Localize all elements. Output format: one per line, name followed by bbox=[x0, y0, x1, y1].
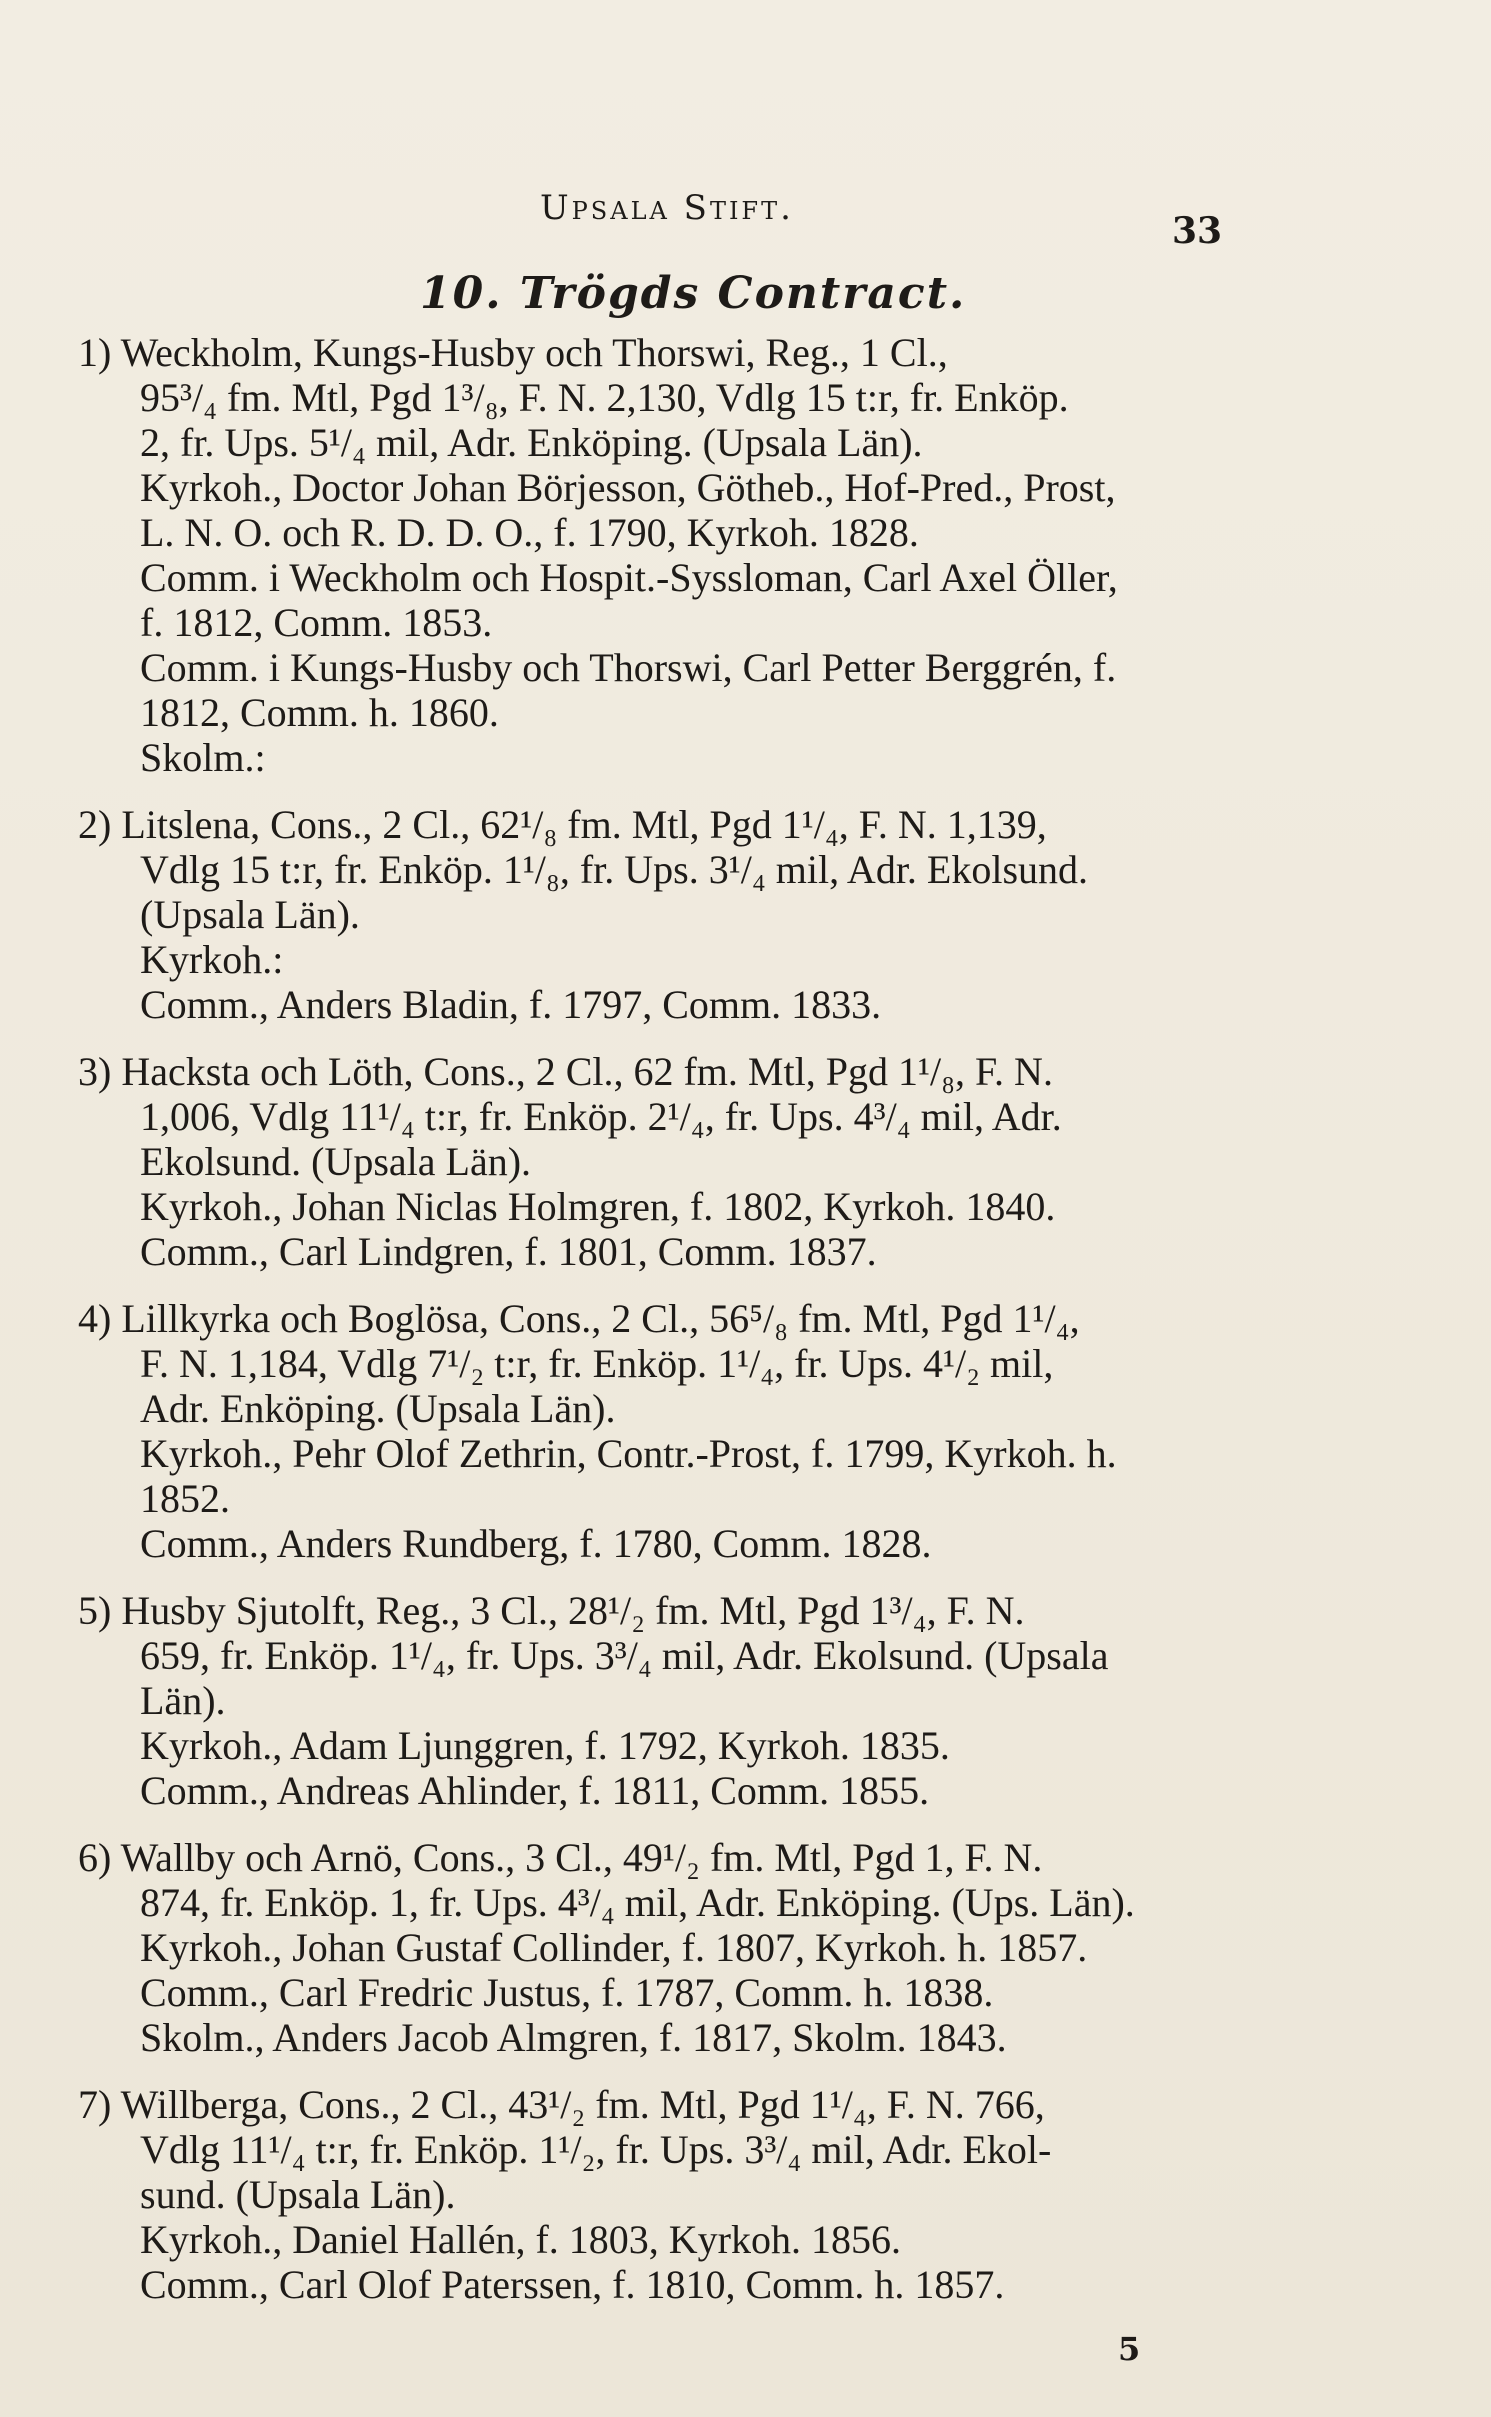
parish-entry bbox=[78, 1049, 1258, 1274]
section-title: 10. Trögds Contract. bbox=[420, 268, 967, 319]
parish-detail-line: Kyrkoh., Doctor Johan Börjesson, Götheb., Hof-Pred., Prost, bbox=[140, 465, 1116, 510]
parish-list bbox=[78, 330, 1258, 2329]
parish-entry bbox=[78, 330, 1258, 780]
parish-detail-line: Comm., Carl Lindgren, f. 1801, Comm. 1837. bbox=[140, 1229, 877, 1274]
parish-detail-line: Adr. Enköping. (Upsala Län). bbox=[140, 1386, 616, 1431]
parish-detail-line: Comm., Carl Olof Paterssen, f. 1810, Comm. h. 1857. bbox=[140, 2262, 1005, 2307]
parish-detail-line: Comm. i Kungs-Husby och Thorswi, Carl Petter Berggrén, f. bbox=[140, 645, 1117, 690]
parish-entry bbox=[78, 802, 1258, 1027]
parish-heading-line: 1) Weckholm, Kungs-Husby och Thorswi, Reg., 1 Cl., bbox=[78, 330, 948, 375]
parish-detail-line: Vdlg 15 t:r, fr. Enköp. 1¹/₈, fr. Ups. 3¹/₄ mil, Adr. Ekolsund. bbox=[140, 847, 1089, 892]
parish-detail-line: Comm., Anders Rundberg, f. 1780, Comm. 1828. bbox=[140, 1521, 932, 1566]
parish-detail-line: Skolm.: bbox=[140, 735, 266, 780]
parish-detail-line: sund. (Upsala Län). bbox=[140, 2172, 456, 2217]
parish-detail-line: 95³/₄ fm. Mtl, Pgd 1³/₈, F. N. 2,130, Vdlg 15 t:r, fr. Enköp. bbox=[140, 375, 1069, 420]
parish-entry bbox=[78, 1588, 1258, 1813]
parish-heading-line: 2) Litslena, Cons., 2 Cl., 62¹/₈ fm. Mtl, Pgd 1¹/₄, F. N. 1,139, bbox=[78, 802, 1047, 847]
parish-detail-line: Kyrkoh., Johan Niclas Holmgren, f. 1802, Kyrkoh. 1840. bbox=[140, 1184, 1056, 1229]
parish-heading-line: 6) Wallby och Arnö, Cons., 3 Cl., 49¹/₂ fm. Mtl, Pgd 1, F. N. bbox=[78, 1835, 1043, 1880]
parish-detail-line: 1,006, Vdlg 11¹/₄ t:r, fr. Enköp. 2¹/₄, fr. Ups. 4³/₄ mil, Adr. bbox=[140, 1094, 1062, 1139]
parish-detail-line: Comm., Anders Bladin, f. 1797, Comm. 1833. bbox=[140, 982, 882, 1027]
signature-mark: 5 bbox=[1118, 2330, 1141, 2368]
parish-detail-line: Kyrkoh., Adam Ljunggren, f. 1792, Kyrkoh. 1835. bbox=[140, 1723, 950, 1768]
parish-detail-line: f. 1812, Comm. 1853. bbox=[140, 600, 493, 645]
parish-detail-line: Kyrkoh.: bbox=[140, 937, 284, 982]
parish-detail-line: 1812, Comm. h. 1860. bbox=[140, 690, 499, 735]
parish-detail-line: Län). bbox=[140, 1678, 226, 1723]
parish-detail-line: 874, fr. Enköp. 1, fr. Ups. 4³/₄ mil, Adr. Enköping. (Ups. Län). bbox=[140, 1880, 1135, 1925]
parish-detail-line: L. N. O. och R. D. D. O., f. 1790, Kyrkoh. 1828. bbox=[140, 510, 919, 555]
parish-heading-line: 7) Willberga, Cons., 2 Cl., 43¹/₂ fm. Mtl, Pgd 1¹/₄, F. N. 766, bbox=[78, 2082, 1045, 2127]
parish-detail-line: 2, fr. Ups. 5¹/₄ mil, Adr. Enköping. (Upsala Län). bbox=[140, 420, 923, 465]
parish-detail-line: Kyrkoh., Pehr Olof Zethrin, Contr.-Prost, f. 1799, Kyrkoh. h. bbox=[140, 1431, 1117, 1476]
parish-detail-line: 1852. bbox=[140, 1476, 230, 1521]
parish-detail-line: Ekolsund. (Upsala Län). bbox=[140, 1139, 532, 1184]
parish-entry bbox=[78, 1835, 1258, 2060]
parish-detail-line: Kyrkoh., Daniel Hallén, f. 1803, Kyrkoh. 1856. bbox=[140, 2217, 901, 2262]
parish-detail-line: Skolm., Anders Jacob Almgren, f. 1817, Skolm. 1843. bbox=[140, 2015, 1007, 2060]
running-head: Upsala Stift. bbox=[540, 188, 794, 228]
parish-entry bbox=[78, 2082, 1258, 2307]
parish-detail-line: (Upsala Län). bbox=[140, 892, 360, 937]
parish-heading-line: 3) Hacksta och Löth, Cons., 2 Cl., 62 fm. Mtl, Pgd 1¹/₈, F. N. bbox=[78, 1049, 1053, 1094]
parish-detail-line: Kyrkoh., Johan Gustaf Collinder, f. 1807, Kyrkoh. h. 1857. bbox=[140, 1925, 1088, 1970]
parish-detail-line: Vdlg 11¹/₄ t:r, fr. Enköp. 1¹/₂, fr. Ups. 3³/₄ mil, Adr. Ekol- bbox=[140, 2127, 1052, 2172]
page-number: 33 bbox=[1172, 210, 1223, 252]
parish-detail-line: Comm., Andreas Ahlinder, f. 1811, Comm. 1855. bbox=[140, 1768, 930, 1813]
parish-detail-line: Comm., Carl Fredric Justus, f. 1787, Comm. h. 1838. bbox=[140, 1970, 994, 2015]
parish-heading-line: 5) Husby Sjutolft, Reg., 3 Cl., 28¹/₂ fm. Mtl, Pgd 1³/₄, F. N. bbox=[78, 1588, 1025, 1633]
parish-entry bbox=[78, 1296, 1258, 1566]
parish-heading-line: 4) Lillkyrka och Boglösa, Cons., 2 Cl., 56⁵/₈ fm. Mtl, Pgd 1¹/₄, bbox=[78, 1296, 1080, 1341]
parish-detail-line: Comm. i Weckholm och Hospit.-Syssloman, Carl Axel Öller, bbox=[140, 555, 1118, 600]
parish-detail-line: F. N. 1,184, Vdlg 7¹/₂ t:r, fr. Enköp. 1¹/₄, fr. Ups. 4¹/₂ mil, bbox=[140, 1341, 1054, 1386]
parish-detail-line: 659, fr. Enköp. 1¹/₄, fr. Ups. 3³/₄ mil, Adr. Ekolsund. (Upsala bbox=[140, 1633, 1109, 1678]
